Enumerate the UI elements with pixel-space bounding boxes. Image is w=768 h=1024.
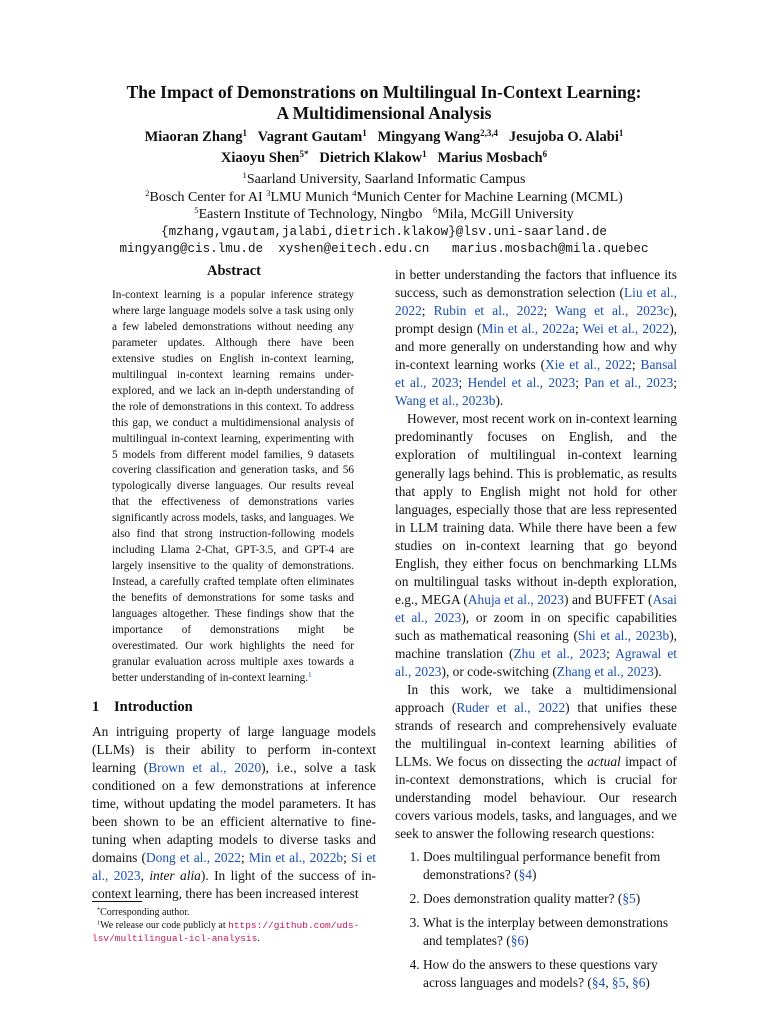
author: Miaoran Zhang$^1$ <box>144 128 247 145</box>
citation-link[interactable]: Bansal et al., 2023 <box>395 357 677 391</box>
author-line-1 <box>60 128 708 147</box>
title-line-2: A Multidimensional Analysis <box>276 103 492 123</box>
citation-link[interactable]: Zhu et al., 2023 <box>513 645 607 661</box>
list-item: 4. How do the answers to these questions vary across languages and models? (§4, §5, §6) <box>423 956 677 992</box>
citation-link[interactable]: Si et al., 2023 <box>92 850 376 884</box>
paper-title <box>60 82 708 124</box>
citation-link[interactable]: Hendel et al., 2023 <box>467 375 576 391</box>
title-line-1: The Impact of Demonstrations on Multilingual In-Context Learning: <box>126 82 642 102</box>
intro-paragraph-1-part-1: An intriguing property of large language models (LLMs) is their ability to perform in-context learning (Brown et al., 2020), i.e., solve a task conditioned on a few demonstrations at inference time, without updating the model parameters. It has been shown to be an efficient alternative to fine-tuning when adapting models to diverse tasks and domains (Dong et al., 2022; Min et al., 2022b; Si et al., 2023, inter alia). In light of the success of in-context learning, there has been increased interest <box>92 723 376 902</box>
footnote-code: $^1$We release our code publicly at https://github.com/uds-lsv/multilingual-icl-analysis. <box>92 919 360 945</box>
section-ref-link[interactable]: §6 <box>632 974 646 990</box>
citation-link[interactable]: Ruder et al., 2022 <box>456 700 566 716</box>
author: Mingyang Wang$^{2,3,4}$ <box>377 128 499 145</box>
email-line-1: {mzhang,vgautam,jalabi,dietrich.klakow}@lsv.uni-saarland.de <box>161 225 607 239</box>
affiliation-line-3: $^5$Eastern Institute of Technology, Ningbo $^6$Mila, McGill University <box>194 205 574 222</box>
citation-link[interactable]: Min et al., 2022a <box>481 321 576 337</box>
author: Dietrich Klakow$^1$ <box>319 149 427 166</box>
author-line-2 <box>60 149 708 168</box>
citation-link[interactable]: Agrawal et al., 2023 <box>395 645 677 680</box>
section-heading-introduction: 1 Introduction <box>92 698 193 715</box>
affiliation-line-2: $^2$Bosch Center for AI $^3$LMU Munich $^4$Munich Center for Machine Learning (MCML) <box>145 188 623 205</box>
section-ref-link[interactable]: §4 <box>518 866 532 882</box>
list-item: 2. Does demonstration quality matter? (§5) <box>423 890 677 908</box>
intro-paragraph-1-part-2: in better understanding the factors that influence its success, such as demonstration selection (Liu et al., 2022; Rubin et al., 2022; Wang et al., 2023c), prompt design (Min et al., 2022a; Wei et al., 2022), and more generally on understanding how and why in-context learning works (Xie et al., 2022; Bansal et al., 2023; Hendel et al., 2023; Pan et al., 2023; Wang et al., 2023b). <box>395 267 678 409</box>
section-ref-link[interactable]: §5 <box>622 890 636 906</box>
section-ref-link[interactable]: §4 <box>591 974 606 990</box>
left-column <box>92 262 376 903</box>
citation-link[interactable]: Asai et al., 2023 <box>395 591 677 625</box>
citation-link[interactable]: Rubin et al., 2022 <box>433 303 544 319</box>
footnote-divider <box>92 901 142 902</box>
footnotes <box>92 901 376 946</box>
section-ref-link[interactable]: §5 <box>611 974 626 990</box>
citation-link[interactable]: Liu et al., 2022 <box>395 285 677 319</box>
citation-link[interactable]: Xie et al., 2022 <box>545 357 632 373</box>
research-questions-list <box>395 848 677 992</box>
intro-paragraph-3: In this work, we take a multidimensional approach (Ruder et al., 2022) that unifies these strands of research and comprehensively evaluate the multilingual in-context learning abilities of LLMs. We focus on dissecting the actual impact of in-context demonstrations, which is crucial for understanding model behaviour. Our research covers various models, tasks, and languages, and we seek to answer the following research questions: <box>395 682 677 842</box>
author: Marius Mosbach$^6$ <box>437 149 548 166</box>
citation-link[interactable]: Zhang et al., 2023 <box>556 664 654 680</box>
right-column <box>395 266 677 998</box>
citation-link[interactable]: Wang et al., 2023b <box>395 393 496 409</box>
affiliation-line-1: $^1$Saarland University, Saarland Informatic Campus <box>242 170 526 187</box>
citation-link[interactable]: Wei et al., 2022 <box>582 321 670 337</box>
author: Xiaoyu Shen$^{5*}$ <box>220 149 309 166</box>
list-item: 1. Does multilingual performance benefit from demonstrations? (§4) <box>423 848 677 884</box>
section-ref-link[interactable]: §6 <box>510 932 525 948</box>
citation-link[interactable]: Dong et al., 2022 <box>145 850 241 866</box>
citation-link[interactable]: Brown et al., 2020 <box>148 759 262 775</box>
citation-link[interactable]: Pan et al., 2023 <box>584 375 674 391</box>
abstract-text: In-context learning is a popular inference strategy where large language models solve a task using only a few labeled demonstrations without needing any parameter updates. Although there have been extensive studies on English in-context learning, multilingual in-context learning remains under-explored, and we lack an in-depth understanding of the role of demonstrations in this context. To address this gap, we conduct a multidimensional analysis of multilingual in-context learning, experimenting with 5 models from different model families, 9 datasets covering classification and generation tasks, and 56 typologically diverse languages. Our results reveal that the effectiveness of demonstrations varies significantly across models, tasks, and languages. We also find that strong instruction-following models including Llama 2-Chat, GPT-3.5, and GPT-4 are largely insensitive to the quality of demonstrations. Instead, a carefully crafted template often eliminates the benefits of demonstrations for some tasks and languages altogether. These findings show that the importance of demonstrations might be overestimated. Our work highlights the need for granular evaluation across multiple axes towards a better understanding of in-context learning.$^1$ <box>112 289 354 684</box>
citation-link[interactable]: Min et al., 2022b <box>248 850 344 866</box>
code-url-link[interactable]: https://github.com/uds-lsv/multilingual-icl-analysis <box>92 920 360 945</box>
author: Vagrant Gautam$^1$ <box>257 128 367 145</box>
footnote-corresponding: *Corresponding author. <box>97 906 190 918</box>
abstract-heading: Abstract <box>207 263 261 279</box>
list-item: 3. What is the interplay between demonstrations and templates? (§6) <box>423 914 677 950</box>
citation-link[interactable]: Ahuja et al., 2023 <box>467 591 564 607</box>
email-line-2: mingyang@cis.lmu.de xyshen@eitech.edu.cn marius.mosbach@mila.quebec <box>119 242 649 256</box>
intro-paragraph-2: However, most recent work on in-context learning predominantly focuses on English, and the exploration of multilingual in-context learning generally lags behind. This is problematic, as results that apply to English might not hold for other languages, especially those that are less represented in LLM training data. While there have been a few studies on in-context learning that go beyond English, they either focus on benchmarking LLMs on multilingual tasks without in-depth exploration, e.g., MEGA (Ahuja et al., 2023) and BUFFET (Asai et al., 2023), or zoom in on specific capabilities such as mathematical reasoning (Shi et al., 2023b), machine translation (Zhu et al., 2023; Agrawal et al., 2023), or code-switching (Zhang et al., 2023). <box>395 411 678 680</box>
citation-link[interactable]: Wang et al., 2023c <box>555 303 670 319</box>
author: Jesujoba O. Alabi$^1$ <box>508 128 624 145</box>
citation-link[interactable]: Shi et al., 2023b <box>577 627 670 643</box>
